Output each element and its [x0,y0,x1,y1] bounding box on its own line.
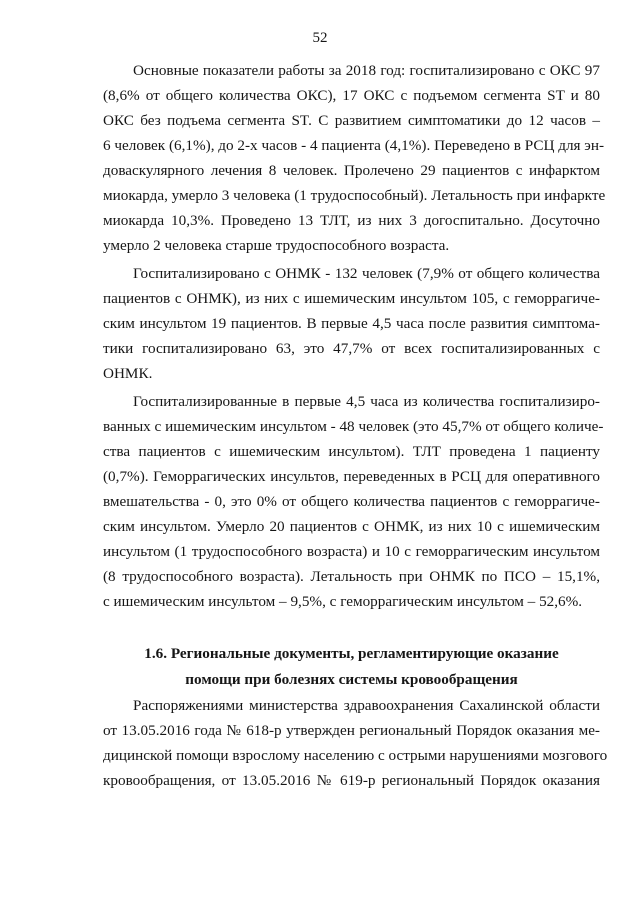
page-number: 52 [312,30,328,46]
text-line: от 13.05.2016 года № 618-р утвержден региональный Порядок оказания ме- [103,722,600,739]
text-line: инсультом (1 трудоспособного возраста) и 10 с геморрагическим инсультом [103,543,600,560]
text-line: ОКС без подъема сегмента ST. С развитием симптоматики до 12 часов – [103,112,600,129]
text-line: миокарда, умерло 3 человека (1 трудоспособный). Летальность при инфаркте [103,187,606,204]
text-line: (8 трудоспособного возраста). Летальность при ОНМК по ПСО – 15,1%, [103,568,600,585]
text-line: доваскулярного лечения 8 человек. Пролечено 29 пациентов с инфарктом [103,162,600,179]
text-line: (0,7%). Геморрагических инсультов, переведенных в РСЦ для оперативного [103,468,600,485]
text-line: умерло 2 человека старше трудоспособного возраста. [103,237,450,254]
heading-line: помощи при болезнях системы кровообращения [185,671,518,688]
text-line: ским инсультом 19 пациентов. В первые 4,5 часа после развития симптома- [103,315,600,332]
text-line: миокарда 10,3%. Проведено 13 ТЛТ, из них 3 догоспитально. Досуточно [103,212,600,229]
text-line: Основные показатели работы за 2018 год: госпитализировано с ОКС 97 [133,62,600,79]
text-line: ОНМК. [103,365,153,382]
heading-line: 1.6. Региональные документы, регламентирующие оказание [144,645,559,662]
text-line: с ишемическим инсультом – 9,5%, с геморрагическим инсультом – 52,6%. [103,593,583,610]
text-line: кровообращения, от 13.05.2016 № 619-р региональный Порядок оказания [103,772,600,789]
text-line: Госпитализировано с ОНМК - 132 человек (7,9% от общего количества [133,265,600,282]
text-line: тики госпитализировано 63, это 47,7% от всех госпитализированных с [103,340,600,357]
text-line: ским инсультом. Умерло 20 пациентов с ОНМК, из них 10 с ишемическим [103,518,600,535]
text-line: дицинской помощи взрослому населению с острыми нарушениями мозгового [103,747,608,764]
text-line: (8,6% от общего количества ОКС), 17 ОКС с подъемом сегмента ST и 80 [103,87,600,104]
text-line: пациентов с ОНМК), из них с ишемическим инсультом 105, с геморрагиче- [103,290,600,307]
text-line: ванных с ишемическим инсультом - 48 человек (это 45,7% от общего количе- [103,418,604,435]
text-line: Госпитализированные в первые 4,5 часа из количества госпитализиро- [133,393,600,410]
text-line: 6 человек (6,1%), до 2-х часов - 4 пациента (4,1%). Переведено в РСЦ для эн- [103,137,605,154]
text-line: Распоряжениями министерства здравоохранения Сахалинской области [133,697,600,714]
text-line: вмешательства - 0, это 0% от общего количества пациентов с геморрагиче- [103,493,600,510]
text-line: ства пациентов с ишемическим инсультом). ТЛТ проведена 1 пациенту [103,443,600,460]
